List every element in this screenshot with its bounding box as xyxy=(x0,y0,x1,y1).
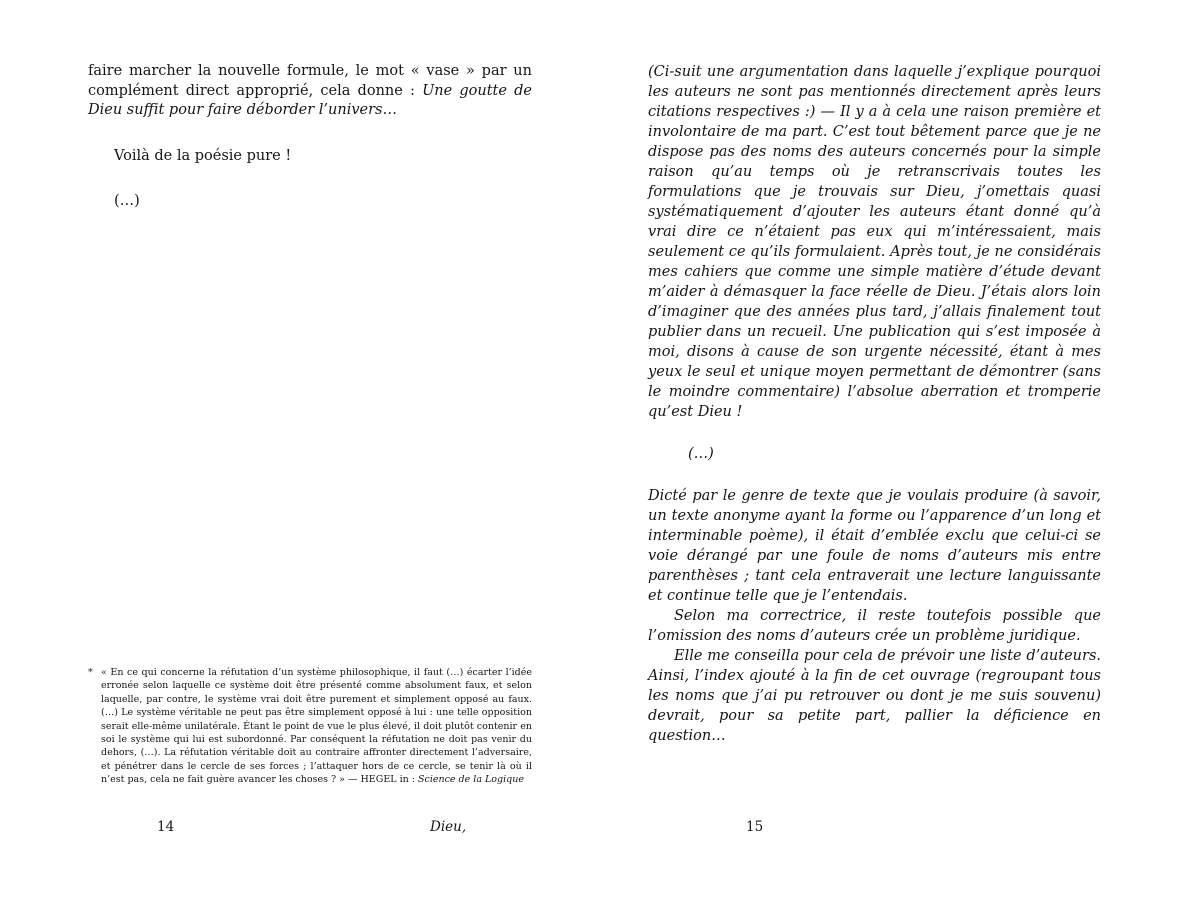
page-number-left: 14 xyxy=(157,819,175,835)
footnote-asterisk-marker: * xyxy=(88,667,93,678)
paragraph: Elle me conseilla pour cela de prévoir une liste d’auteurs. Ainsi, l’index ajouté à la fin de cet ouvrage (regroupant tous les noms que j’ai pu retrouver ou dont je me suis souvenu) devrait, pour sa petite part, pallier la déficience en question… xyxy=(648,648,1101,744)
right-page-body-text xyxy=(648,62,1101,746)
ellipsis-paragraph: (…) xyxy=(688,446,714,462)
footer-running-title: Dieu, xyxy=(430,819,467,835)
footnote xyxy=(88,666,532,787)
footnote-source-title: Science de la Logique xyxy=(417,774,524,786)
paragraph: Selon ma correctrice, il reste toutefois possible que l’omission des noms d’auteurs crée un problème juridique. xyxy=(648,608,1101,644)
paragraph-roman-run: faire marcher la nouvelle formule, le mot « vase » par un complément direct approprié, cela donne : xyxy=(88,63,532,99)
paragraph: Voilà de la poésie pure ! xyxy=(114,147,292,164)
footnote-text: « En ce qui concerne la réfutation d’un système philosophique, il faut (…) écarter l’idée erronée selon laquelle ce système doit être présenté comme absolument faux, et selon laquelle, par contre, le système vrai doit être purement et simplement opposé au faux. (…) Le système véritable ne peut pas être simplement opposé à lui : une telle opposition serait elle-même unilatérale. Étant le point de vue le plus élevé, il doit plutôt contenir en soi le système qui lui est subordonné. Par conséquent la réfutation ne doit pas venir du dehors, (…). La réfutation véritable doit au contraire affronter directement l’adversaire, et pénétrer dans le cercle de ses forces ; l’attaquer hors de ce cercle, se tenir là où il n’est pas, cela ne fait guère avancer les choses ? » — HEGEL in : xyxy=(101,667,532,786)
ellipsis-paragraph: (…) xyxy=(114,193,140,209)
paragraph: (Ci-suit une argumentation dans laquelle j’explique pourquoi les auteurs ne sont pas mentionnés directement après leurs citations respectives :) — Il y a à cela une raison première et involontaire de ma part. C’est tout bêtement parce que je ne dispose pas des noms des auteurs concernés pour la simple raison qu’au temps où je retranscrivais toutes les formulations que je trouvais sur Dieu, j’omettais quasi systématiquement d’ajouter les auteurs étant donné qu’à vrai dire ce n’étaient pas eux qui m’intéressaient, mais seulement ce qu’ils formulaient. Après tout, je ne considérais mes cahiers que comme une simple matière d’étude devant m’aider à démasquer la face réelle de Dieu. J’étais alors loin d’imaginer que des années plus tard, j’allais finalement tout publier dans un recueil. Une publication qui s’est imposée à moi, disons à cause de son urgente nécessité, étant à mes yeux le seul et unique moyen permettant de démontrer (sans le moindre commentaire) l’absolue aberration et tromperie qu’est Dieu ! xyxy=(648,64,1101,420)
paragraph: Dicté par le genre de texte que je voulais produire (à savoir, un texte anonyme ayant la forme ou l’apparence d’un long et interminable poème), il était d’emblée exclu que celui-ci se voie dérangé par une foule de noms d’auteurs mis entre parenthèses ; tant cela entraverait une lecture languissante et continue telle que je l’entendais. xyxy=(648,488,1101,604)
left-page-body-text xyxy=(88,62,532,212)
page-number-right: 15 xyxy=(746,819,764,835)
paragraph-italic-run: Une goutte de Dieu suffit pour faire déborder l’univers… xyxy=(88,82,532,118)
paragraph xyxy=(88,62,532,121)
